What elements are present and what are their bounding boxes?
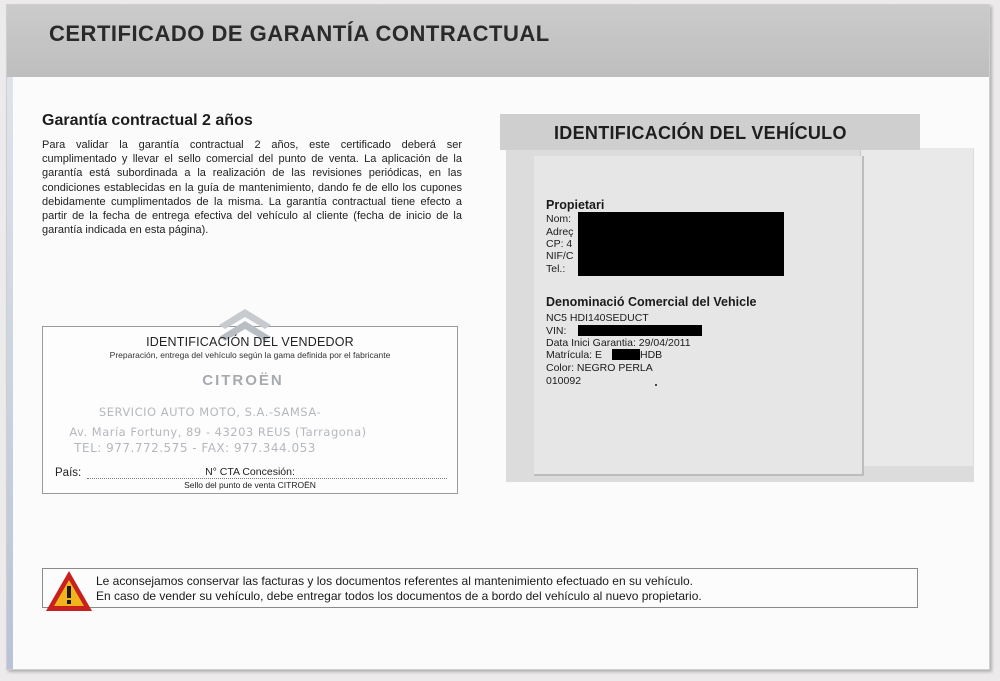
color-row: Color: NEGRO PERLA — [546, 362, 653, 374]
plate-row: Matrícula: E — [546, 349, 603, 361]
warning-line-2: En caso de vender su vehículo, debe entregar todos los documentos de a bordo del vehículo al nuevo propietario. — [96, 589, 702, 603]
code-row: 010092 — [546, 375, 582, 387]
model-row: NC5 HDI140SEDUCT — [546, 312, 649, 324]
country-field-line — [87, 478, 447, 479]
owner-nif-row: NIF/C — [546, 250, 574, 262]
stamp-company-name: SERVICIO AUTO MOTO, S.A.-SAMSA- — [98, 405, 322, 419]
vehicle-title: IDENTIFICACIÓN DEL VEHÍCULO — [554, 123, 847, 143]
warranty-text: Para validar la garantía contractual 2 años, este certificado deberá ser cumplimentado y llevar el sello comercial del punto de venta. La aplicación de la garantía está subordinada a la realización de las revisiones periódicas, en las condiciones establecidas en la guía de mantenimiento, dando fe de ello los cupones debidamente cumplimentados de la misma. La garantía contractual tiene efecto a partir de la fecha de entrega efectiva del vehículo al cliente (fecha de inicio de la garantía indicada en esta página). — [42, 139, 462, 237]
stamp-brand: CITROËN — [202, 372, 284, 389]
warranty-start-row: Data Inici Garantia: 29/04/2011 — [546, 337, 691, 349]
cta-concession-label: N° CTA Concesión: — [205, 466, 295, 478]
owner-name-row: Nom: — [546, 213, 572, 225]
vendor-identification-box — [42, 326, 458, 494]
vendor-subtitle: Preparación, entrega del vehículo según la gama definida por el fabricante — [109, 350, 391, 360]
owner-title: Propietari — [546, 198, 605, 212]
vin-redaction — [578, 325, 702, 336]
seal-label: Sello del punto de venta CITROËN — [184, 480, 316, 490]
warning-line-1: Le aconsejamos conservar las facturas y los documentos referentes al mantenimiento efectuado en su vehículo. — [96, 574, 693, 588]
header-band — [7, 5, 989, 77]
page-title: CERTIFICADO DE GARANTÍA CONTRACTUAL — [49, 21, 550, 46]
plate-redaction — [612, 349, 640, 360]
warranty-title: Garantía contractual 2 años — [42, 112, 253, 129]
vehicle-header — [500, 114, 920, 150]
plate-suffix: HDB — [640, 349, 663, 361]
speck — [655, 384, 657, 386]
vehicle-sticker-secondary — [860, 148, 973, 466]
page-edge-strip — [7, 77, 13, 669]
stamp-address: Av. María Fortuny, 89 - 43203 REUS (Tarragona) — [69, 425, 367, 439]
commercial-title: Denominació Comercial del Vehicle — [546, 295, 757, 309]
owner-postcode-row: CP: 4 — [546, 238, 573, 250]
country-label: País: — [55, 467, 82, 479]
stamp-phone: TEL: 977.772.575 - FAX: 977.344.053 — [74, 441, 316, 455]
owner-address-row: Adreç — [546, 226, 574, 238]
owner-phone-row: Tel.: — [546, 263, 566, 275]
warning-triangle-icon — [44, 568, 94, 614]
vin-row: VIN: — [546, 325, 567, 337]
owner-redaction — [578, 212, 784, 276]
vendor-title: IDENTIFICACIÓN DEL VENDEDOR — [146, 335, 354, 349]
